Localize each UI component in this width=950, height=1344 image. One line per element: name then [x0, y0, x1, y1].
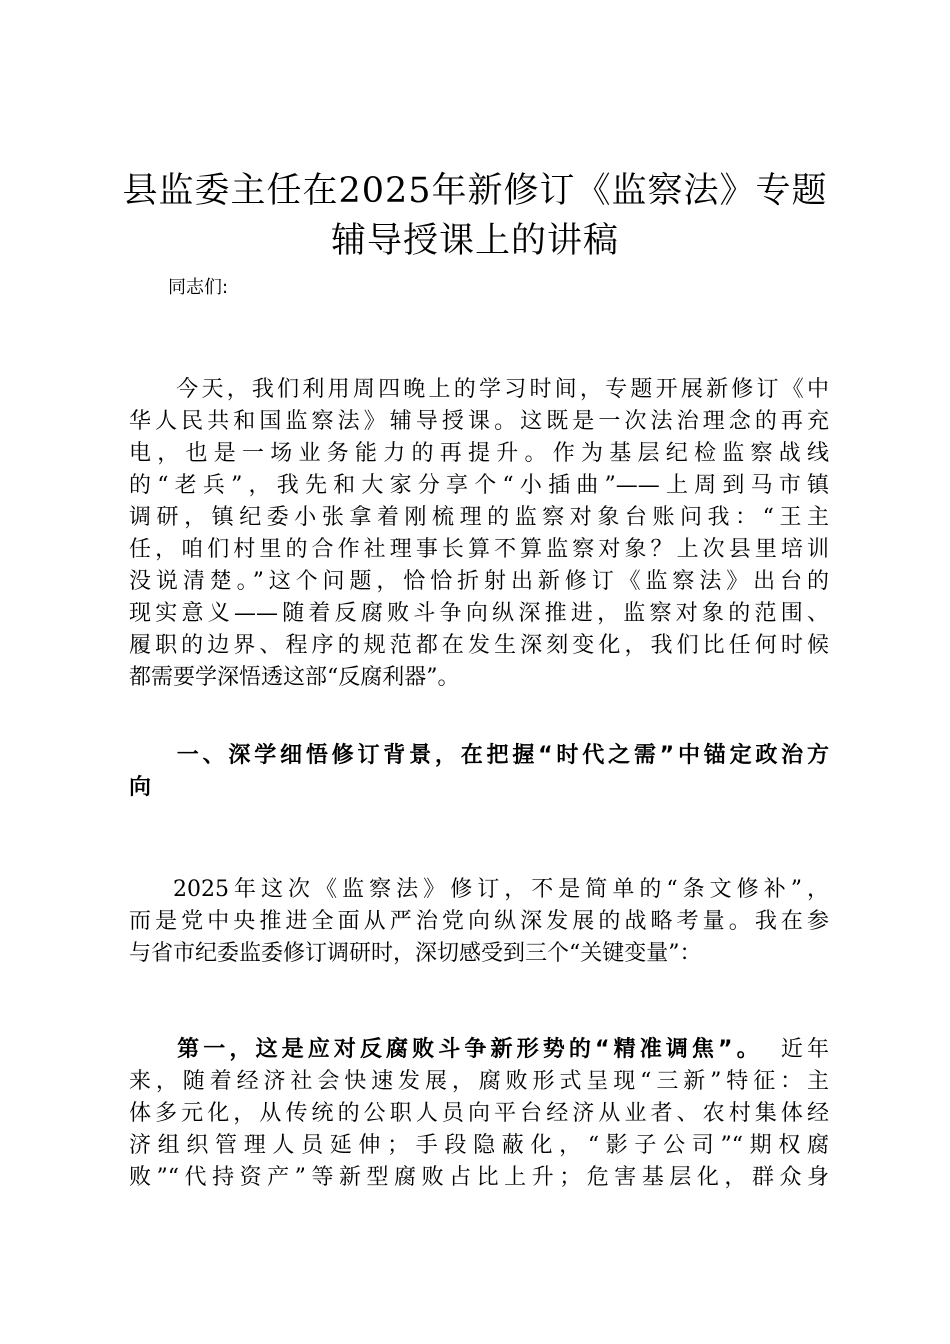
text-line: 任，咱们村里的合作社理事长算不算监察对象？上次县里培训 — [129, 537, 829, 562]
salutation: 同志们: — [168, 277, 229, 298]
text-line: 没说清楚。”这个问题，恰恰折射出新修订《监察法》出台的 — [129, 569, 829, 594]
text-line: 华人民共和国监察法》辅导授课。这既是一次法治理念的再充 — [129, 409, 829, 434]
text-line: 而是党中央推进全面从严治党向纵深发展的战略考量。我在参 — [129, 909, 829, 934]
text-line: 第一，这是应对反腐败斗争新形势的“精准调焦”。 近年 — [173, 1037, 829, 1062]
text-line: 现实意义——随着反腐败斗争向纵深推进，监察对象的范围、 — [129, 601, 829, 626]
text-line: 都需要学深悟透这部“反腐利器”。 — [129, 665, 460, 690]
paragraph-intro — [129, 374, 829, 694]
text-line: 今天，我们利用周四晚上的学习时间，专题开展新修订《中 — [173, 377, 829, 402]
text-line: 来，随着经济社会快速发展，腐败形式呈现“三新”特征：主 — [129, 1069, 829, 1094]
heading-line: 向 — [129, 775, 152, 800]
bold-lead: 第一，这是应对反腐败斗争新形势的“精准调焦”。 — [173, 1037, 763, 1062]
paragraph-background — [129, 874, 829, 970]
text-line: 与省市纪委监委修订调研时，深切感受到三个“关键变量”： — [129, 941, 702, 966]
title-line: 辅导授课上的讲稿 — [330, 221, 619, 261]
text-line: 2025年这次《监察法》修订，不是简单的“条文修补”， — [173, 877, 829, 902]
text-line: 败”“代持资产”等新型腐败占比上升；危害基层化，群众身 — [129, 1165, 829, 1190]
document-title — [80, 166, 870, 266]
paragraph-first-point — [129, 1034, 829, 1194]
title-line: 县监委主任在2025年新修订《监察法》专题 — [122, 171, 828, 211]
text-line: 电，也是一场业务能力的再提升。作为基层纪检监察战线 — [129, 441, 829, 466]
text-line: 履职的边界、程序的规范都在发生深刻变化，我们比任何时候 — [129, 633, 829, 658]
text-line: 的“老兵”，我先和大家分享个“小插曲”——上周到马市镇 — [129, 473, 829, 498]
text-line: 体多元化，从传统的公职人员向平台经济从业者、农村集体经 — [129, 1101, 829, 1126]
section-heading-1 — [129, 740, 829, 804]
text-line: 调研，镇纪委小张拿着刚梳理的监察对象台账问我：“王主 — [129, 505, 829, 530]
heading-line: 一、深学细悟修订背景，在把握“时代之需”中锚定政治方 — [173, 743, 829, 768]
text-line: 济组织管理人员延伸；手段隐蔽化，“影子公司”“期权腐 — [129, 1133, 829, 1158]
